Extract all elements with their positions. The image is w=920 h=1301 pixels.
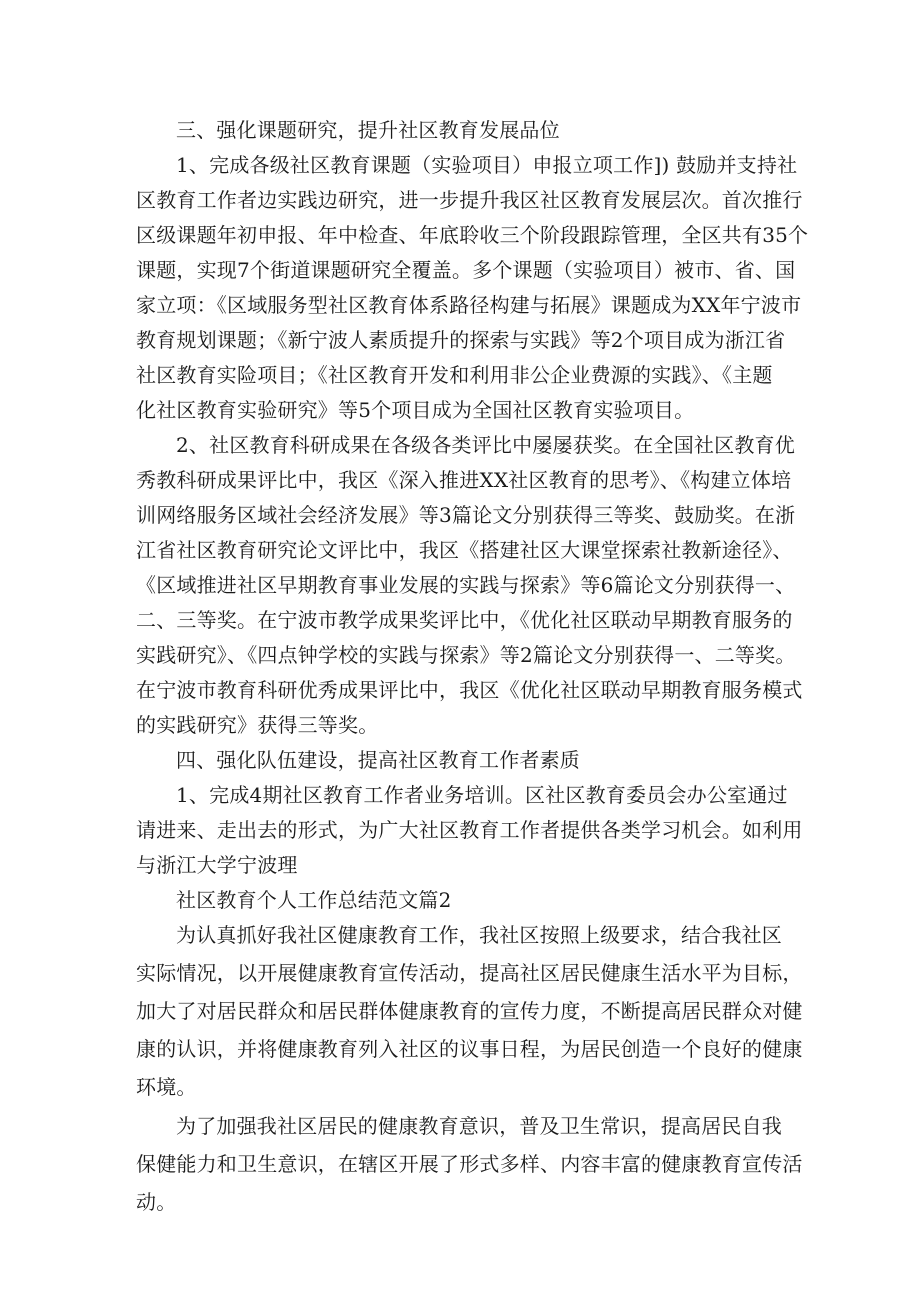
paragraph-line: 动。 (136, 1190, 177, 1214)
section-heading-4: 四、强化队伍建设，提高社区教育工作者素质 (176, 748, 580, 772)
paragraph-line: 康的认识，并将健康教育列入社区的议事日程，为居民创造一个良好的健康 (136, 1037, 803, 1061)
paragraph-line: 2、社区教育科研成果在各级各类评比中屡屡获奖。在全国社区教育优 (176, 433, 795, 457)
paragraph-line: 《区域推进社区早期教育事业发展的实践与探索》等6篇论文分别获得一、 (136, 573, 796, 597)
paragraph-line: 1、完成4期社区教育工作者业务培训。区社区教育委员会办公室通过 (176, 783, 788, 807)
paragraph-line: 的实践研究》获得三等奖。 (136, 713, 379, 737)
paragraph-line: 请进来、走出去的形式，为广大社区教育工作者提供各类学习机会。如利用 (136, 818, 803, 842)
paragraph-line: 为了加强我社区居民的健康教育意识，普及卫生常识，提高居民自我 (176, 1114, 782, 1138)
paragraph-line: 加大了对居民群众和居民群体健康教育的宣传力度，不断提高居民群众对健 (136, 999, 803, 1023)
paragraph-line: 1、完成各级社区教育课题（实验项目）申报立项工作]) 鼓励并支持社 (176, 153, 798, 177)
paragraph-line: 家立项：《区域服务型社区教育体系路径构建与拓展》课题成为XX年宁波市 (136, 293, 802, 317)
paragraph-line: 二、三等奖。在宁波市教学成果奖评比中，《优化社区联动早期教育服务的 (136, 608, 793, 632)
paragraph-line: 社区教育实险项目；《社区教育开发和利用非公企业费源的实践》、《主题 (136, 363, 773, 387)
paragraph-line: 训网络服务区域社会经济发展》等3篇论文分别获得三等奖、鼓励奖。在浙 (136, 503, 796, 527)
paragraph-line: 区教育工作者边实践边研究，进一步提升我区社区教育发展层次。首次推行 (136, 188, 803, 212)
paragraph-line: 江省社区教育研究论文评比中，我区《搭建社区大课堂探索社教新途径》、 (136, 538, 793, 562)
paragraph-line: 为认真抓好我社区健康教育工作，我社区按照上级要求，结合我社区 (176, 923, 782, 947)
paragraph-line: 教育规划课题；《新宁波人素质提升的探索与实践》等2个项目成为浙江省 (136, 328, 786, 352)
section-heading-3: 三、强化课题研究，提升社区教育发展品位 (176, 118, 560, 142)
paragraph-line: 区级课题年初申报、年中检查、年底聆收三个阶段跟踪管理，全区共有35个 (136, 223, 809, 247)
paragraph-line: 保健能力和卫生意识，在辖区开展了形式多样、内容丰富的健康教育宣传活 (136, 1152, 803, 1176)
paragraph-line: 课题，实现7个街道课题研究全覆盖。多个课题（实验项目）被市、省、国 (136, 258, 796, 282)
paragraph-line: 在宁波市教育科研优秀成果评比中，我区《优化社区联动早期教育服务模式 (136, 678, 803, 702)
paragraph-line: 环境。 (136, 1075, 197, 1099)
paragraph-line: 实际情况，以开展健康教育宣传活动，提高社区居民健康生活水平为目标， (136, 961, 803, 985)
paragraph-line: 与浙江大学宁波理 (136, 853, 298, 877)
paragraph-line: 实践研究》、《四点钟学校的实践与探索》等2篇论文分别获得一、二等奖。 (136, 643, 796, 667)
paragraph-line: 秀教科研成果评比中，我区《深入推进XX社区教育的思考》、《构建立体培 (136, 468, 792, 492)
article-title: 社区教育个人工作总结范文篇2 (176, 888, 452, 912)
paragraph-line: 化社区教育实验研究》等5个项目成为全国社区教育实验项目。 (136, 398, 695, 422)
